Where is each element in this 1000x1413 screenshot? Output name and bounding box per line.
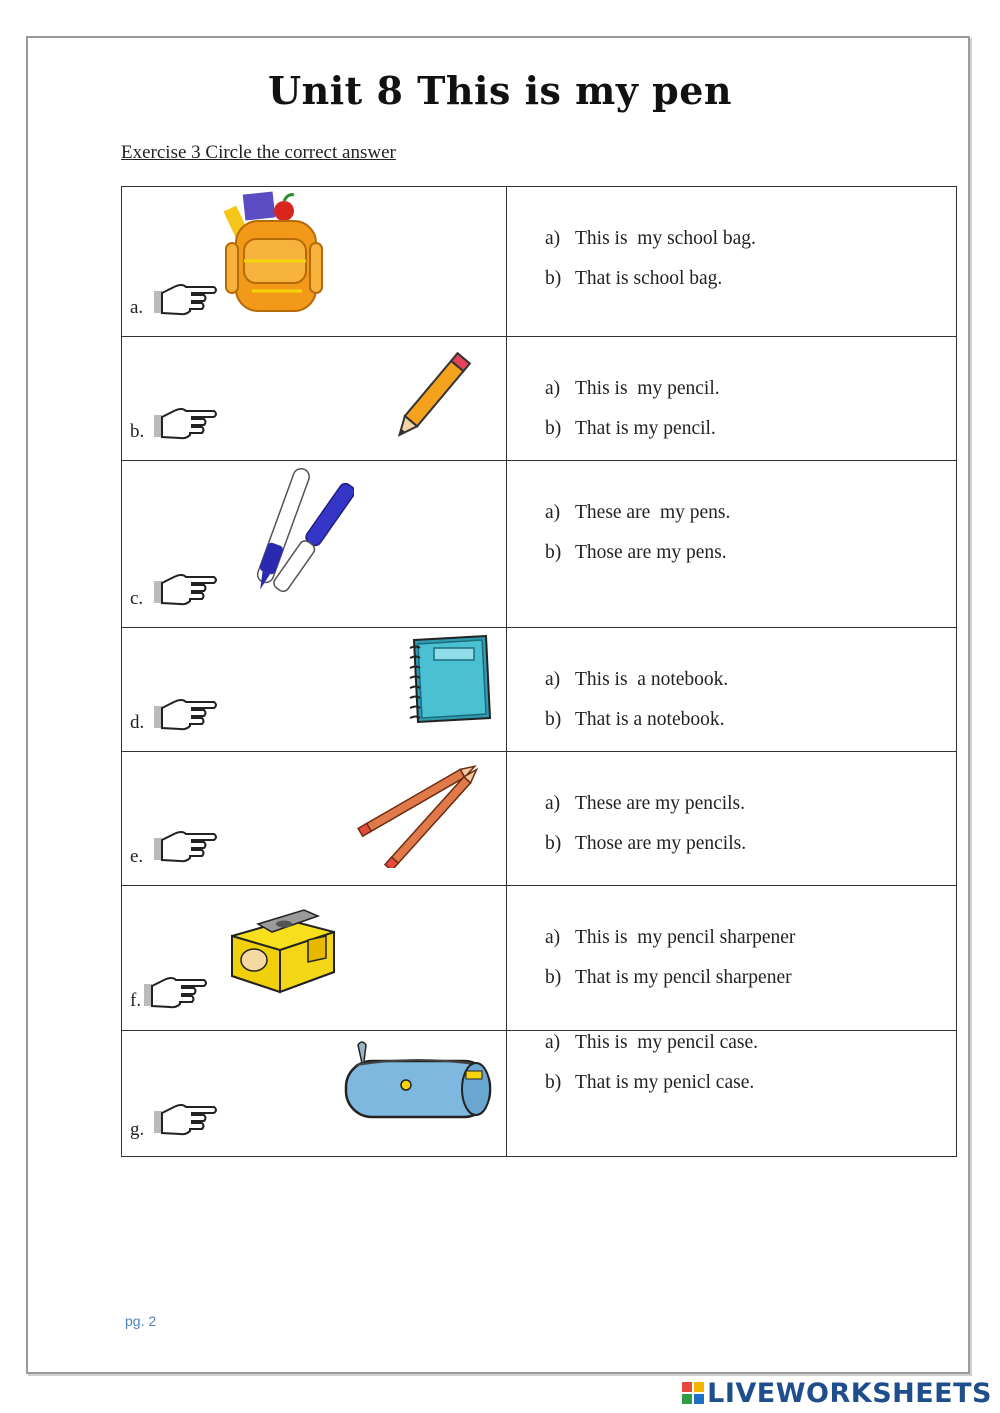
pointing-hand-icon	[152, 692, 220, 732]
answer-option[interactable]	[545, 265, 756, 305]
option-letter: b)	[545, 542, 562, 563]
answer-options	[545, 375, 720, 455]
item-label: e.	[130, 846, 144, 867]
notebook-illustration	[404, 634, 492, 726]
item-label: c.	[130, 588, 144, 609]
exercise-table	[121, 186, 957, 1157]
answer-options	[545, 666, 728, 746]
pointing-hand-icon	[152, 277, 220, 317]
table-row	[122, 628, 957, 752]
option-letter: b)	[545, 268, 562, 289]
answer-options	[545, 1029, 758, 1109]
table-row	[122, 337, 957, 461]
pencil-illustration	[390, 341, 486, 437]
pencil-sharpener-illustration	[228, 902, 338, 998]
liveworksheets-brand	[682, 1376, 992, 1410]
option-text: This is my pencil case.	[575, 1032, 759, 1053]
option-text: This is a notebook.	[575, 669, 729, 690]
brand-text: LIVEWORKSHEETS	[707, 1377, 992, 1409]
answer-option[interactable]	[545, 225, 756, 265]
option-text: These are my pencils.	[575, 793, 746, 814]
picture-cell	[122, 628, 507, 752]
picture-cell	[122, 886, 507, 1031]
answer-option[interactable]	[545, 964, 795, 1004]
item-label: g.	[130, 1119, 145, 1140]
option-letter: a)	[545, 793, 561, 814]
pointing-hand-icon	[152, 824, 220, 864]
option-letter: a)	[545, 502, 561, 523]
option-text: That is my pencil sharpener	[575, 967, 792, 988]
options-cell	[507, 187, 957, 337]
option-letter: b)	[545, 967, 562, 988]
option-letter: a)	[545, 228, 561, 249]
answer-option[interactable]	[545, 924, 795, 964]
answer-options	[545, 924, 795, 1004]
page-number: pg. 2	[125, 1313, 157, 1329]
picture-cell	[122, 752, 507, 886]
option-letter: b)	[545, 709, 562, 730]
item-label: a.	[130, 297, 144, 318]
option-letter: b)	[545, 418, 562, 439]
item-label: b.	[130, 421, 145, 442]
table-row	[122, 752, 957, 886]
pencils-illustration	[356, 752, 496, 868]
option-text: That is school bag.	[575, 268, 723, 289]
answer-options	[545, 225, 756, 305]
option-text: These are my pens.	[575, 502, 731, 523]
picture-cell	[122, 337, 507, 461]
answer-option[interactable]	[545, 415, 720, 455]
option-text: This is my pencil sharpener	[575, 927, 796, 948]
picture-cell	[122, 187, 507, 337]
option-letter: b)	[545, 833, 562, 854]
picture-cell	[122, 461, 507, 628]
answer-option[interactable]	[545, 539, 730, 579]
answer-option[interactable]	[545, 1069, 758, 1109]
table-row	[122, 461, 957, 628]
option-text: That is a notebook.	[575, 709, 725, 730]
pointing-hand-icon	[142, 970, 210, 1010]
answer-option[interactable]	[545, 790, 746, 830]
pencil-case-illustration	[340, 1039, 496, 1121]
answer-option[interactable]	[545, 830, 746, 870]
option-text: Those are my pens.	[575, 542, 727, 563]
option-text: This is my school bag.	[575, 228, 756, 249]
option-text: That is my penicl case.	[575, 1072, 755, 1093]
option-letter: a)	[545, 1032, 561, 1053]
options-cell	[507, 1031, 957, 1157]
pens-illustration	[250, 461, 354, 609]
picture-cell	[122, 1031, 507, 1157]
options-cell	[507, 752, 957, 886]
school-bag-illustration	[222, 191, 327, 315]
answer-options	[545, 499, 730, 579]
option-text: This is my pencil.	[575, 378, 720, 399]
liveworksheets-logo-icon	[682, 1382, 704, 1404]
table-row	[122, 886, 957, 1031]
answer-option[interactable]	[545, 706, 728, 746]
option-letter: a)	[545, 378, 561, 399]
option-letter: b)	[545, 1072, 562, 1093]
pointing-hand-icon	[152, 401, 220, 441]
pointing-hand-icon	[152, 567, 220, 607]
options-cell	[507, 628, 957, 752]
options-cell	[507, 337, 957, 461]
options-cell	[507, 886, 957, 1031]
table-row	[122, 1031, 957, 1157]
answer-option[interactable]	[545, 499, 730, 539]
item-label: f.	[130, 990, 142, 1011]
answer-options	[545, 790, 746, 870]
answer-option[interactable]	[545, 375, 720, 415]
page-title: Unit 8 This is my pen	[267, 68, 733, 113]
exercise-instruction: Exercise 3 Circle the correct answer	[121, 142, 396, 163]
options-cell	[507, 461, 957, 628]
answer-option[interactable]	[545, 666, 728, 706]
option-letter: a)	[545, 927, 561, 948]
table-row	[122, 187, 957, 337]
pointing-hand-icon	[152, 1097, 220, 1137]
option-text: That is my pencil.	[575, 418, 716, 439]
option-letter: a)	[545, 669, 561, 690]
answer-option[interactable]	[545, 1029, 758, 1069]
option-text: Those are my pencils.	[575, 833, 747, 854]
item-label: d.	[130, 712, 145, 733]
